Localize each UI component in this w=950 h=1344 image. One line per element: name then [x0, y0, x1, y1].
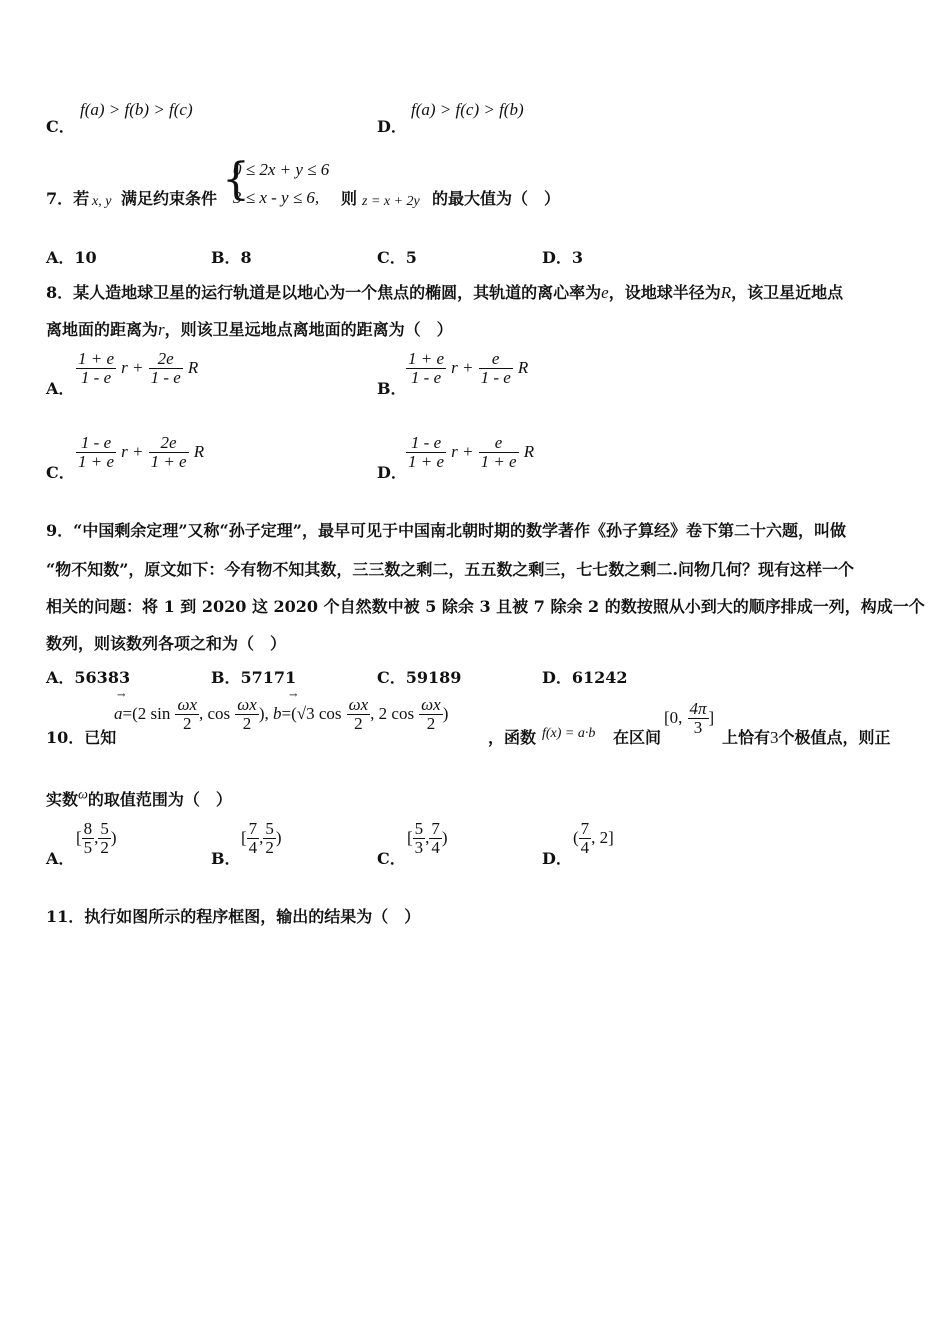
q7-option-c: C．5: [377, 248, 417, 267]
q10-func-lead: ，函数: [488, 728, 537, 747]
q10-option-b-expr: [ $\frac{7}{4}$ , $\frac{5}{2}$ ): [241, 819, 282, 857]
q8-option-a-expr: $\frac{1 + e}{1 - e}$ r + $\frac{2e}{1 - e}$ R: [78, 349, 199, 387]
q8-line1: 8．某人造地球卫星的运行轨道是以地心为一个焦点的椭圆，其轨道的离心率为e，设地球半径为R，该卫星近地点: [46, 283, 844, 302]
q10-lead: 10．已知: [46, 728, 117, 747]
q8-option-a-label: A．: [46, 379, 75, 398]
q7-constraint-2: 3 ≤ x - y ≤ 6,: [233, 188, 320, 207]
q7-vars: x, y: [92, 194, 112, 209]
q9-option-c: C．59189: [377, 668, 462, 687]
q10-interval-lead: 在区间: [613, 728, 662, 747]
q7-lead: 7．若: [46, 189, 90, 208]
q7-mid: 满足约束条件: [121, 189, 218, 208]
q6-option-d-expr: f(a) > f(c) > f(b): [411, 100, 524, 119]
q10-interval: [0, $\frac{4\pi}{3}$ ]: [664, 699, 715, 737]
q8-option-c-label: C．: [46, 463, 75, 482]
q7-ze: 则: [341, 189, 358, 208]
vector-b-arrow: →: [289, 690, 298, 701]
q10-option-d-label: D．: [542, 849, 572, 868]
q9-option-a: A．56383: [46, 668, 131, 687]
q10-option-c-expr: [ $\frac{5}{3}$ , $\frac{7}{4}$ ): [407, 819, 448, 857]
q9-line1: 9．“中国剩余定理”又称“孙子定理”，最早可见于中国南北朝时期的数学著作《孙子算经》卷下第二十六题，叫做: [46, 521, 846, 540]
q7-tail: 的最大值为（ ）: [432, 189, 561, 208]
q9-line2: “物不知数”，原文如下：今有物不知其数，三三数之剩二，五五数之剩三，七七数之剩二.问物几何？现有这样一个: [46, 560, 854, 579]
q9-line3: 相关的问题：将 1 到 2020 这 2020 个自然数中被 5 除余 3 且被 7 除余 2 的数按照从小到大的顺序排成一列，构成一个: [46, 597, 925, 616]
q7-option-a: A．10: [46, 248, 97, 267]
q10-option-c-label: C．: [377, 849, 406, 868]
q11-text: 11．执行如图所示的程序框图，输出的结果为（ ）: [46, 907, 421, 926]
q7-option-b: B．8: [211, 248, 252, 267]
vector-a: a: [114, 703, 123, 723]
q6-option-c-expr: f(a) > f(b) > f(c): [80, 100, 193, 119]
q7-option-d: D．3: [542, 248, 584, 267]
q6-option-c-label: C．: [46, 117, 75, 136]
q7-brace: {: [222, 154, 250, 205]
q8-option-b-expr: $\frac{1 + e}{1 - e}$ r + $\frac{e}{1 - e}$ R: [408, 349, 529, 387]
q8-line2: 离地面的距离为r，则该卫星远地点离地面的距离为（ ）: [46, 320, 453, 339]
q6-option-d-label: D．: [377, 117, 407, 136]
q8-option-d-expr: $\frac{1 - e}{1 + e}$ r + $\frac{e}{1 + e}$ R: [408, 433, 535, 471]
q10-option-a-expr: [ $\frac{8}{5}$ , $\frac{5}{2}$ ): [76, 819, 117, 857]
q9-line4: 数列，则该数列各项之和为（ ）: [46, 634, 287, 653]
q10-option-a-label: A．: [46, 849, 75, 868]
q10-line2: 实数ω的取值范围为（ ）: [46, 787, 232, 809]
q8-option-c-expr: $\frac{1 - e}{1 + e}$ r + $\frac{2e}{1 + e}$ R: [78, 433, 205, 471]
q10-func: f(x) = a·b: [542, 726, 596, 741]
vector-b: b: [273, 703, 282, 723]
q7-constraint-1: 0 ≤ 2x + y ≤ 6: [233, 160, 330, 179]
q7-objective: z = x + 2y: [362, 194, 420, 209]
q10-option-b-label: B．: [211, 849, 241, 868]
q9-option-d: D．61242: [542, 668, 628, 687]
q10-tail: 上恰有3个极值点，则正: [722, 728, 891, 747]
q8-option-b-label: B．: [377, 379, 407, 398]
q10-vectors: a=(2 sin $\frac{\omega x}{2}$ , cos $\frac{\omega x}{2}$ ), b=(√3 cos $\frac{\omega x}{2}$ , 2 cos $\frac{\omega x}{2}$ ): [114, 695, 449, 733]
vector-a-arrow: →: [117, 690, 126, 701]
q9-option-b: B．57171: [211, 668, 297, 687]
q8-option-d-label: D．: [377, 463, 407, 482]
q10-option-d-expr: ( $\frac{7}{4}$ , 2]: [573, 819, 614, 857]
